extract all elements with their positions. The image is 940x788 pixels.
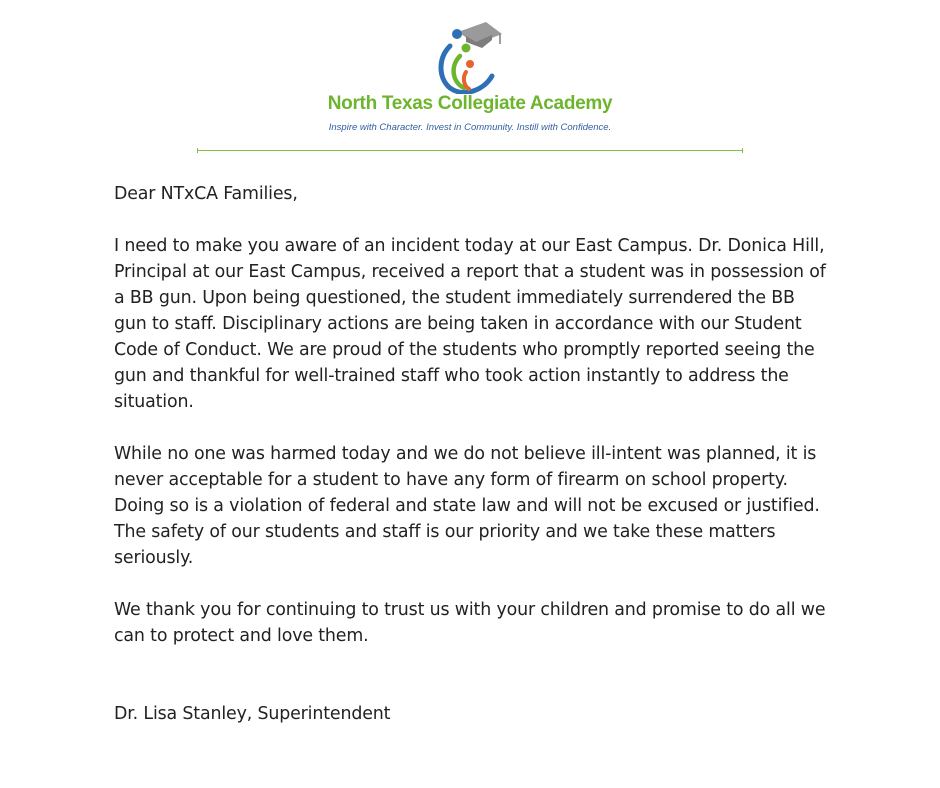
organization-tagline: Inspire with Character. Invest in Community. Instill with Confidence. bbox=[328, 122, 612, 133]
letter-salutation: Dear NTxCA Families, bbox=[114, 184, 298, 204]
letter-body bbox=[114, 181, 830, 753]
graduation-cap-family-icon bbox=[436, 18, 506, 94]
letter-paragraph: While no one was harmed today and we do not believe ill-intent was planned, it is never acceptable for a student to have any form of firearm on school property. Doing so is a violation of federal and state law and will not be excused or justified. The safety of our students and staff is our priority and we take these matters seriously. bbox=[114, 444, 820, 568]
organization-name: North Texas Collegiate Academy bbox=[327, 93, 613, 114]
letter-signature: Dr. Lisa Stanley, Superintendent bbox=[114, 704, 391, 724]
header-divider bbox=[197, 150, 743, 151]
letterhead bbox=[0, 0, 940, 160]
letter-paragraph: I need to make you aware of an incident today at our East Campus. Dr. Donica Hill, Principal at our East Campus, received a report that a student was in possession of a BB gun. Upon being questioned, the student immediately surrendered the BB gun to staff. Disciplinary actions are being taken in accordance with our Student Code of Conduct. We are proud of the students who promptly reported seeing the gun and thankful for well-trained staff who took action instantly to address the situation. bbox=[114, 236, 826, 412]
letter-paragraph: We thank you for continuing to trust us with your children and promise to do all we can to protect and love them. bbox=[114, 600, 826, 646]
